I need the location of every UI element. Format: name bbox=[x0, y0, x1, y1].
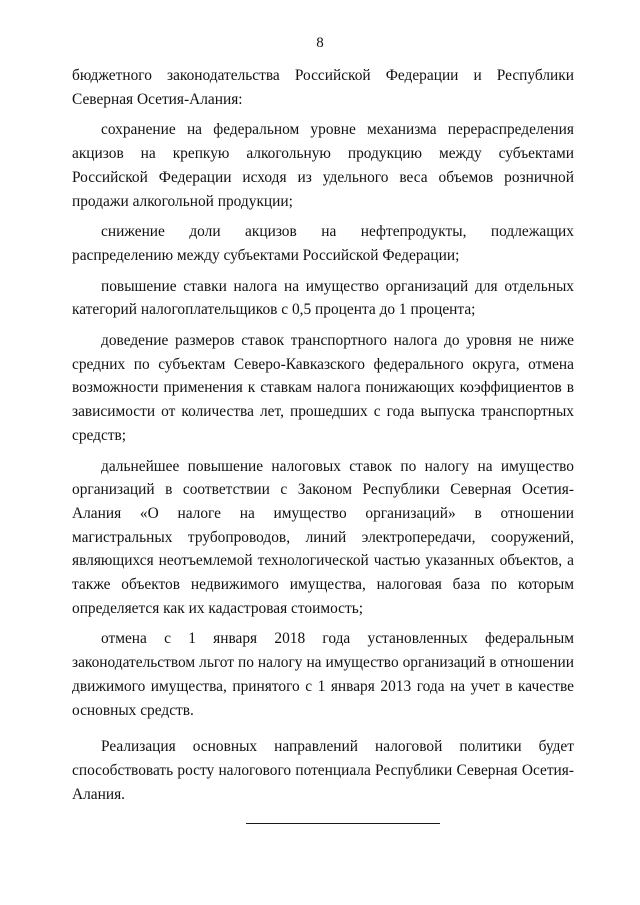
paragraph-benefits-cancellation: отмена с 1 января 2018 года установленных федеральным законодательством льгот по налогу на имущество организаций в отношении движимого имущества, принятого с 1 января 2013 года на учет в качестве основных средств. bbox=[72, 630, 574, 719]
paragraph-alcohol-excise: сохранение на федеральном уровне механизма перераспределения акцизов на крепкую алкогольную продукцию между субъектами Российской Федерации исходя из удельного веса объемов розничной продажи алкогольной продукции; bbox=[72, 121, 574, 210]
paragraph-fuel-excise: снижение доли акцизов на нефтепродукты, подлежащих распределению между субъектами Российской Федерации; bbox=[72, 223, 574, 264]
end-of-text-rule bbox=[246, 823, 440, 824]
paragraph-transport-tax: доведение размеров ставок транспортного налога до уровня не ниже средних по субъектам Северо-Кавказского федерального округа, отмена возможности применения к ставкам налога понижающих коэффициентов в зависимости от количества лет, прошедших с года выпуска транспортных средств; bbox=[72, 332, 574, 444]
paragraph-budget-legislation: бюджетного законодательства Российской Федерации и Республики Северная Осетия-Алания: bbox=[72, 67, 574, 108]
paragraph-property-tax-increase: дальнейшее повышение налоговых ставок по налогу на имущество организаций в соответствии с Законом Республики Северная Осетия-Алания «О налоге на имущество организаций» в отношении магистральных трубопроводов, линий электропередачи, сооружений, являющихся неотъемлемой технологической частью указанных объектов, а также объектов недвижимого имущества, налоговая база по которым определяется как их кадастровая стоимость; bbox=[72, 457, 574, 617]
paragraph-property-tax-rate: повышение ставки налога на имущество организаций для отдельных категорий налогоплательщиков с 0,5 процента до 1 процента; bbox=[72, 277, 574, 319]
page-number: 8 bbox=[316, 35, 324, 51]
paragraph-conclusion: Реализация основных направлений налоговой политики будет способствовать росту налогового потенциала Республики Северная Осетия-Алания. bbox=[72, 738, 574, 803]
body-text bbox=[72, 64, 574, 806]
